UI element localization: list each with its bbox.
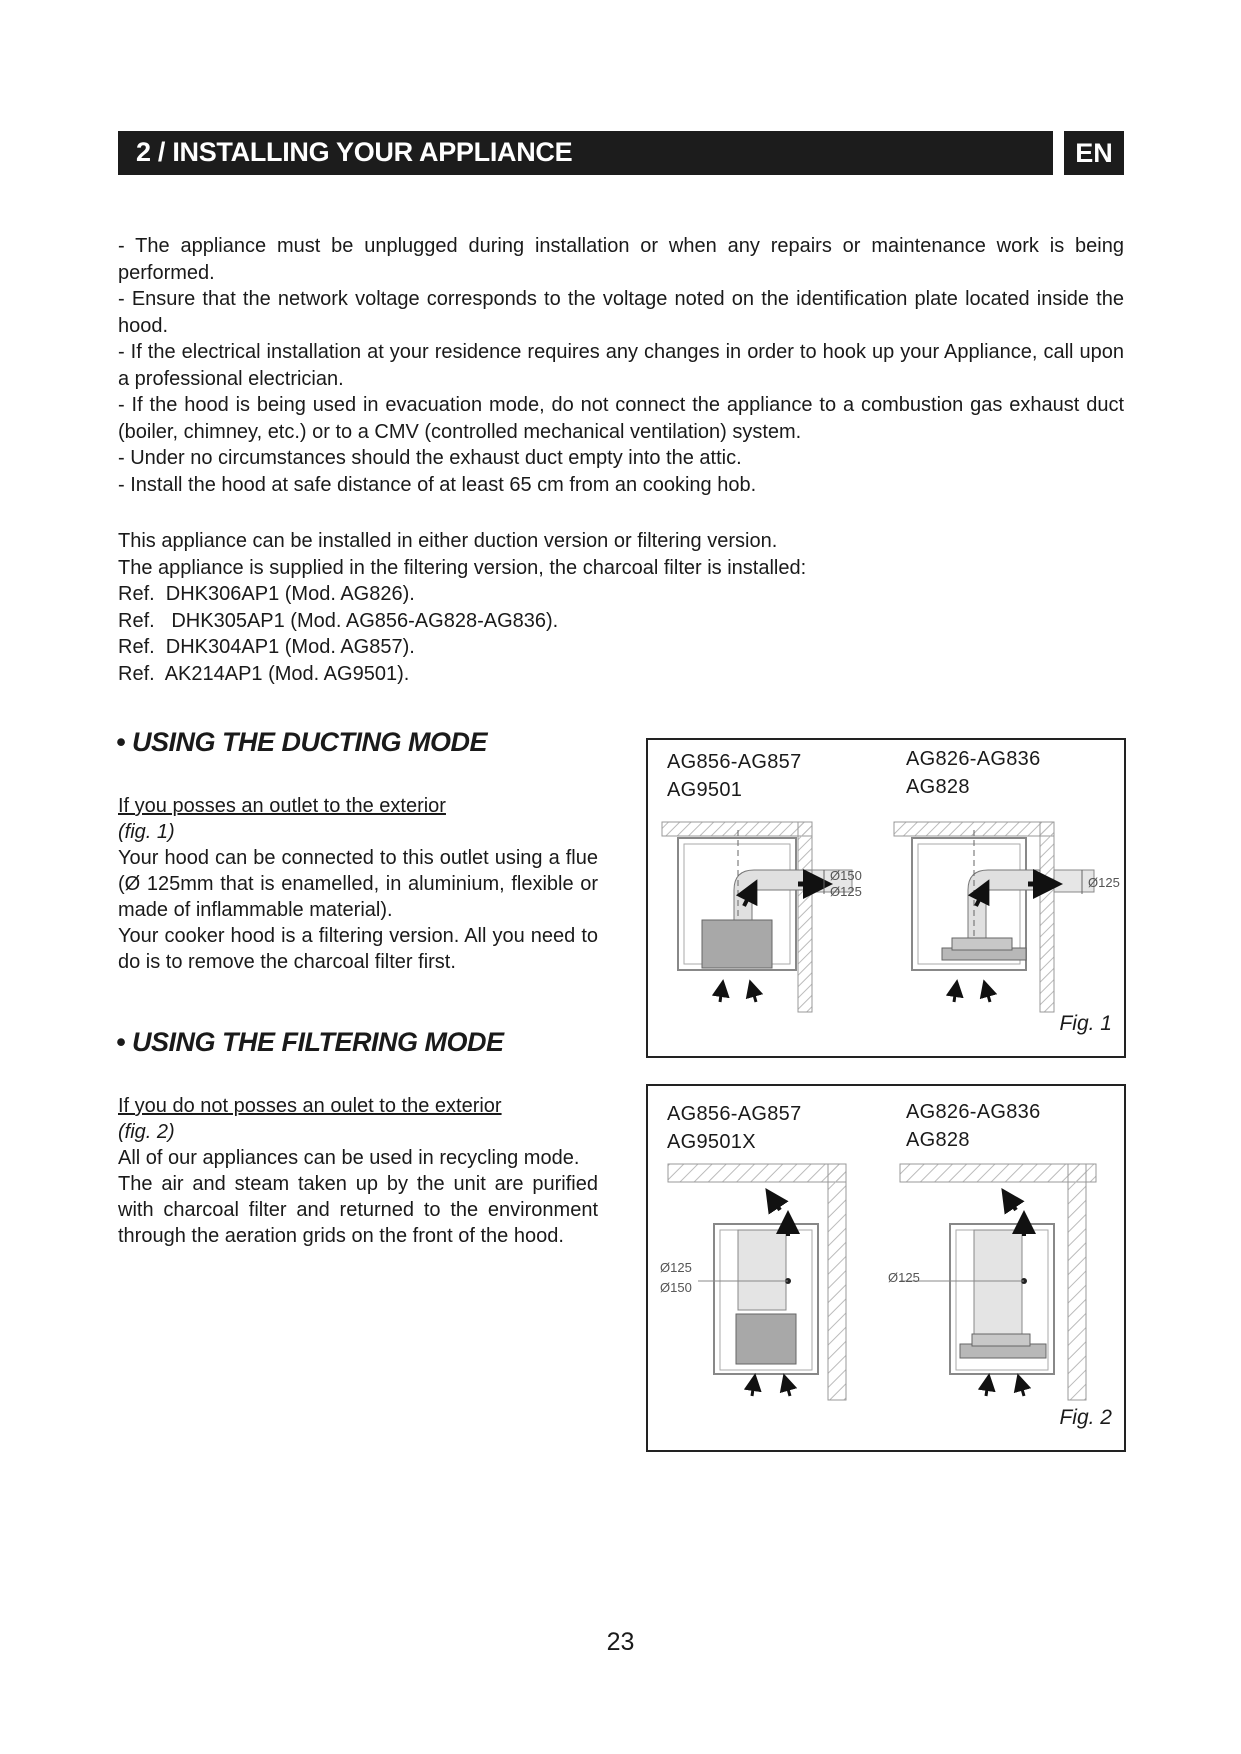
ducting-mode-heading: • USING THE DUCTING MODE xyxy=(116,727,487,757)
fig1-right-dim: Ø125 xyxy=(1088,875,1120,890)
model-label: AG856-AG857 xyxy=(667,1103,802,1125)
figure-2-filtering xyxy=(646,1084,1126,1452)
ref-line: Ref. DHK306AP1 (Mod. AG826). xyxy=(118,583,415,605)
filtering-left-unit xyxy=(660,1164,846,1400)
figure-1-ducting xyxy=(646,738,1126,1058)
ducting-mode-text xyxy=(118,793,598,975)
ducting-right-unit xyxy=(894,822,1120,1012)
safety-item: - Ensure that the network voltage corresponds to the voltage noted on the identification plate located inside the hood. xyxy=(118,288,1124,337)
model-label: AG826-AG836 xyxy=(906,748,1041,770)
fig1-right-models xyxy=(906,745,1041,801)
safety-item: - The appliance must be unplugged during installation or when any repairs or maintenance work is being performed. xyxy=(118,235,1124,284)
page-number: 23 xyxy=(606,1628,635,1656)
model-label: AG826-AG836 xyxy=(906,1101,1041,1123)
intro-line: The appliance is supplied in the filtering version, the charcoal filter is installed: xyxy=(118,556,807,579)
filtering-subhead: If you do not posses an oulet to the exterior xyxy=(118,1095,502,1117)
fig1-left-dim-1: Ø150 xyxy=(830,868,862,883)
ducting-left-unit xyxy=(662,822,862,1012)
ref-line: Ref. AK214AP1 (Mod. AG9501). xyxy=(118,662,410,685)
installation-intro xyxy=(118,528,1124,687)
safety-item: - If the electrical installation at your residence requires any changes in order to hook up your Appliance, call upon a professional electrician. xyxy=(118,341,1124,390)
filtering-fig-ref: (fig. 2) xyxy=(118,1121,175,1143)
safety-instructions xyxy=(118,233,1124,498)
safety-item: - If the hood is being used in evacuation mode, do not connect the appliance to a combustion gas exhaust duct (boiler, chimney, etc.) or to a CMV (controlled mechanical ventilation) system. xyxy=(118,394,1124,443)
ducting-body: Your cooker hood is a filtering version. All you need to do is to remove the charcoal filter first. xyxy=(118,925,598,973)
ref-line: Ref. DHK304AP1 (Mod. AG857). xyxy=(118,636,415,658)
fig2-right-models xyxy=(906,1098,1041,1154)
model-label: AG9501 xyxy=(667,779,743,801)
ref-line: Ref. DHK305AP1 (Mod. AG856-AG828-AG836). xyxy=(118,609,559,632)
fig2-left-models xyxy=(667,1100,802,1156)
intro-line: This appliance can be installed in either duction version or filtering version. xyxy=(118,530,778,552)
filtering-right-unit xyxy=(888,1164,1096,1400)
fig1-caption: Fig. 1 xyxy=(1059,1012,1112,1035)
fig2-left-dim-2: Ø150 xyxy=(660,1280,692,1295)
fig1-left-dim-2: Ø125 xyxy=(830,884,862,899)
fig1-left-models xyxy=(667,748,802,804)
model-label: AG828 xyxy=(906,1129,970,1151)
model-label: AG9501X xyxy=(667,1131,756,1153)
safety-item: - Install the hood at safe distance of at least 65 cm from an cooking hob. xyxy=(118,473,757,496)
filtering-body: All of our appliances can be used in recycling mode. xyxy=(118,1147,580,1169)
safety-item: - Under no circumstances should the exhaust duct empty into the attic. xyxy=(118,447,742,469)
ducting-subhead: If you posses an outlet to the exterior xyxy=(118,795,446,817)
filtering-body: The air and steam taken up by the unit are purified with charcoal filter and returned to the environment through the aeration grids on the front of the hood. xyxy=(118,1173,598,1247)
model-label: AG856-AG857 xyxy=(667,751,802,773)
ducting-fig-ref: (fig. 1) xyxy=(118,821,175,843)
language-badge: EN xyxy=(1064,131,1124,175)
ducting-body: Your hood can be connected to this outlet using a flue (Ø 125mm that is enamelled, in aluminium, flexible or made of inflammable material). xyxy=(118,847,598,921)
fig2-right-dim: Ø125 xyxy=(888,1270,920,1285)
fig2-caption: Fig. 2 xyxy=(1059,1406,1112,1429)
fig2-left-dim-1: Ø125 xyxy=(660,1260,692,1275)
section-header: 2 / INSTALLING YOUR APPLIANCE xyxy=(118,131,1053,175)
filtering-mode-text xyxy=(118,1093,598,1249)
model-label: AG828 xyxy=(906,776,970,798)
filtering-mode-heading: • USING THE FILTERING MODE xyxy=(116,1027,504,1057)
